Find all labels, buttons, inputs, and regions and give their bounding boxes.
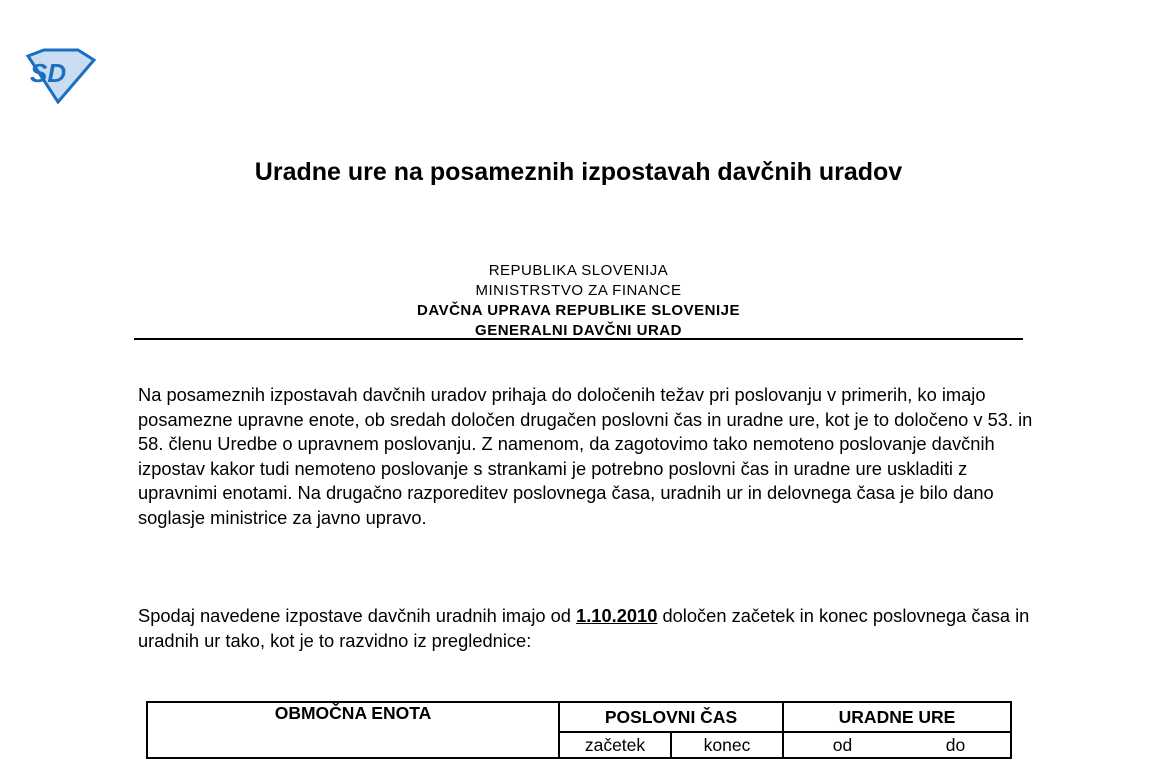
paragraph xyxy=(138,604,1038,653)
header-line: REPUBLIKA SLOVENIJA xyxy=(488,262,669,279)
subheader-cell: konec xyxy=(671,732,783,758)
subheader-cell: začetek xyxy=(559,732,671,758)
header-cell: POSLOVNI ČAS xyxy=(559,702,783,732)
page-title: Uradne ure na posameznih izpostavah davčnih uradov xyxy=(254,158,903,186)
letterhead xyxy=(134,261,1023,341)
svg-text:SD: SD xyxy=(30,58,67,88)
text: Spodaj navedene izpostave davčnih uradnih imajo od xyxy=(138,605,577,626)
header-line: DAVČNA UPRAVA REPUBLIKE SLOVENIJE xyxy=(417,302,740,319)
header-cell: URADNE URE xyxy=(783,702,1011,732)
subheader-cell: do xyxy=(901,732,1011,758)
divider xyxy=(134,338,1023,340)
header-line: GENERALNI DAVČNI URAD xyxy=(475,322,682,339)
header-cell: OBMOČNA ENOTA xyxy=(147,702,559,758)
subheader-cell: od xyxy=(783,732,901,758)
hours-table xyxy=(146,701,1012,759)
logo-icon xyxy=(22,48,96,104)
effective-date: 1.10.2010 xyxy=(576,605,658,626)
text: določen začetek in konec poslovnega časa in uradnih ur tako, kot je to razvidno iz preglednice: xyxy=(138,605,1030,651)
table-header-row xyxy=(147,702,1011,732)
header-line: MINISTRSTVO ZA FINANCE xyxy=(475,282,682,299)
paragraph: Na posameznih izpostavah davčnih uradov prihaja do določenih težav pri poslovanju v primerih, ko imajo posamezne upravne enote, ob sredah določen drugačen poslovni čas in uradne ure, kot je to določeno v 53. in 58. členu Uredbe o upravnem poslovanju. Z namenom, da zagotovimo tako nemoteno poslovanje davčnih izpostav kakor tudi nemoteno poslovanje s strankami je potrebno poslovni čas in uradne ure uskladiti z upravnimi enotami. Na drugačno razporeditev poslovnega časa, uradnih ur in delovnega časa je bilo dano soglasje ministrice za javno upravo. xyxy=(138,384,1033,528)
